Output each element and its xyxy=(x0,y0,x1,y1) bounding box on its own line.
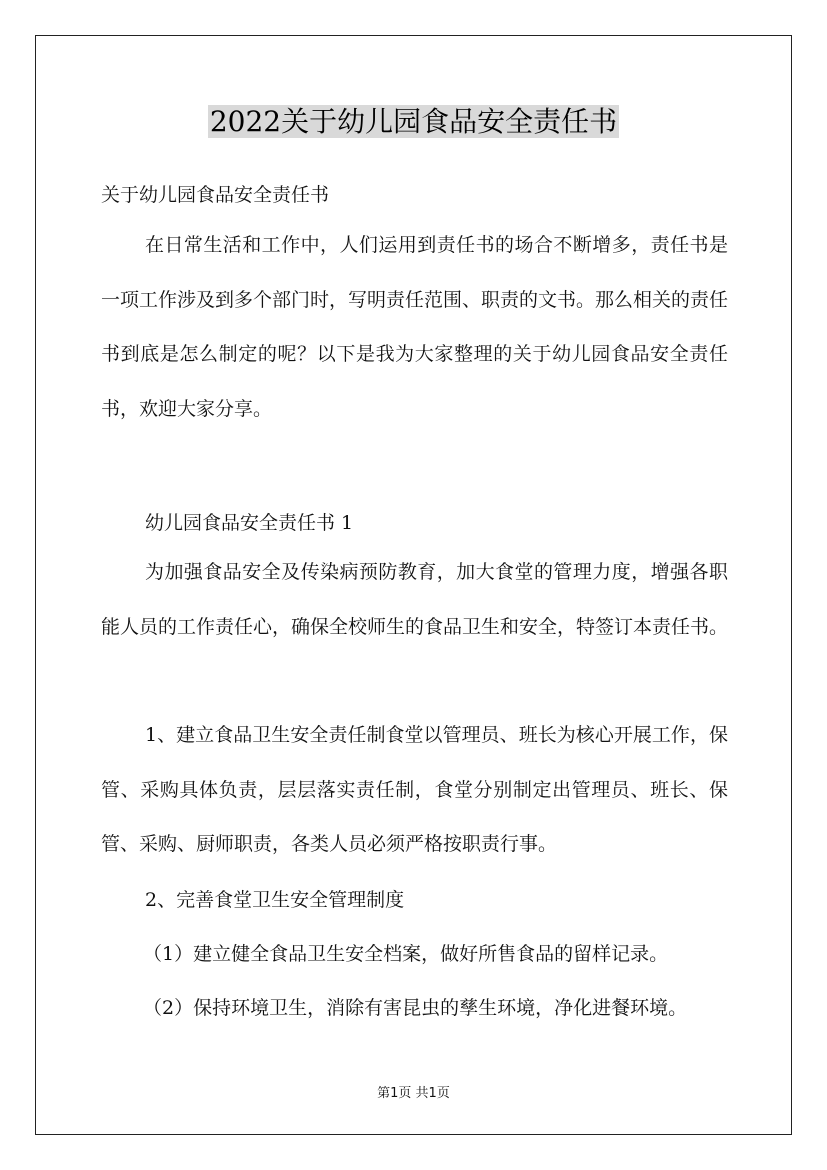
paragraph-purpose: 为加强食品安全及传染病预防教育，加大食堂的管理力度，增强各职能人员的工作责任心，确保全校师生的食品卫生和安全，特签订本责任书。 xyxy=(101,561,729,638)
list-item-2-2: （2）保持环境卫生，消除有害昆虫的孳生环境，净化进餐环境。 xyxy=(143,997,688,1019)
page-footer: 第1页 共1页 xyxy=(377,1086,450,1101)
paragraph-item-1: 1、建立食品卫生安全责任制食堂以管理员、班长为核心开展工作，保管、采购具体负责，层层落实责任制，食堂分别制定出管理员、班长、保管、采购、厨师职责，各类人员必须严格按职责行事。 xyxy=(101,724,728,855)
document-title: 2022关于幼儿园食品安全责任书 xyxy=(209,105,618,138)
section-heading: 幼儿园食品安全责任书 1 xyxy=(145,512,354,534)
list-item-2-1: （1）建立健全食品卫生安全档案，做好所售食品的留样记录。 xyxy=(143,943,669,965)
intro-paragraph: 在日常生活和工作中，人们运用到责任书的场合不断增多，责任书是一项工作涉及到多个部门时，写明责任范围、职责的文书。那么相关的责任书到底是怎么制定的呢？以下是我为大家整理的关于幼儿园食品安全责任书，欢迎大家分享。 xyxy=(101,234,729,420)
list-item-2: 2、完善食堂卫生安全管理制度 xyxy=(145,889,405,911)
document-title-wrapper xyxy=(0,101,827,143)
document-subtitle: 关于幼儿园食品安全责任书 xyxy=(101,184,330,206)
